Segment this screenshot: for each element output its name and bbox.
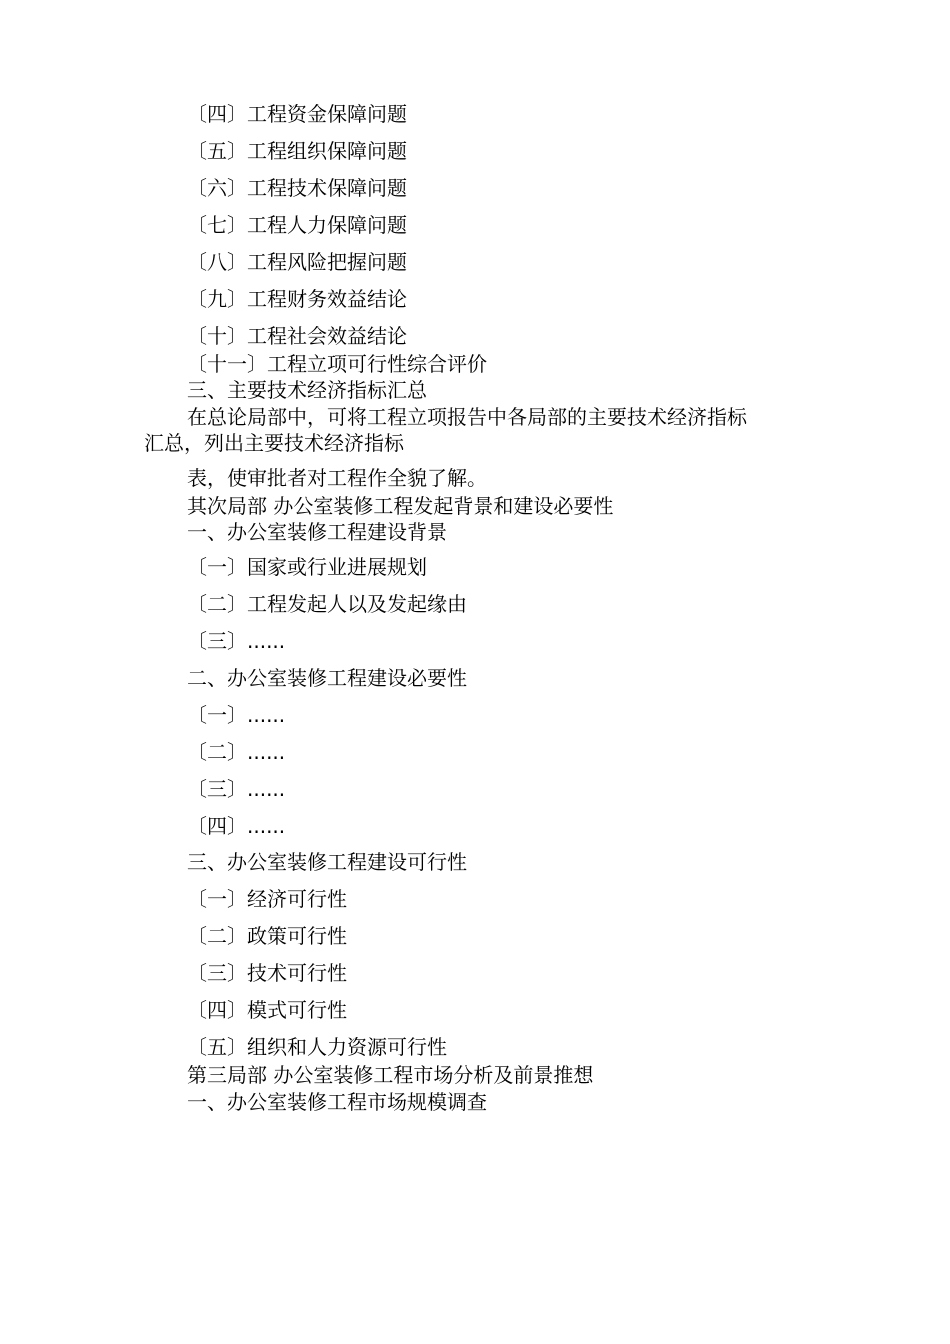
toc-item-8-risk: 〔八〕工程风险把握问题 <box>187 250 407 274</box>
list-item-ellipsis: 〔三〕...... <box>187 777 286 801</box>
paragraph-line-3: 表，使审批者对工程作全貌了解。 <box>187 466 487 490</box>
paragraph-line-1: 在总论局部中，可将工程立项报告中各局部的主要技术经济指标 <box>187 405 747 429</box>
list-item-ellipsis: 〔三〕...... <box>187 629 286 653</box>
list-item-model: 〔四〕模式可行性 <box>187 998 347 1022</box>
toc-item-5-organization: 〔五〕工程组织保障问题 <box>187 139 407 163</box>
list-item-ellipsis: 〔二〕...... <box>187 740 286 764</box>
list-item-policy: 〔二〕政策可行性 <box>187 924 347 948</box>
section-heading-necessity: 二、办公室装修工程建设必要性 <box>187 666 467 690</box>
list-item-technical: 〔三〕技术可行性 <box>187 961 347 985</box>
toc-item-9-financial: 〔九〕工程财务效益结论 <box>187 287 407 311</box>
list-item-ellipsis: 〔四〕...... <box>187 814 286 838</box>
list-item-initiator: 〔二〕工程发起人以及发起缘由 <box>187 592 467 616</box>
toc-item-6-technology: 〔六〕工程技术保障问题 <box>187 176 407 200</box>
part-3-heading: 第三局部 办公室装修工程市场分析及前景推想 <box>187 1063 594 1087</box>
toc-item-4-funding: 〔四〕工程资金保障问题 <box>187 102 407 126</box>
section-heading-feasibility: 三、办公室装修工程建设可行性 <box>187 850 467 874</box>
toc-item-10-social: 〔十〕工程社会效益结论 <box>187 324 407 348</box>
part-2-heading: 其次局部 办公室装修工程发起背景和建设必要性 <box>187 494 614 518</box>
toc-item-11-evaluation: 〔十一〕工程立项可行性综合评价 <box>187 352 487 376</box>
paragraph-line-2: 汇总，列出主要技术经济指标 <box>144 431 404 455</box>
section-heading-indicators: 三、主要技术经济指标汇总 <box>187 378 427 402</box>
list-item-national-plan: 〔一〕国家或行业进展规划 <box>187 555 427 579</box>
section-heading-background: 一、办公室装修工程建设背景 <box>187 520 447 544</box>
list-item-organization-hr: 〔五〕组织和人力资源可行性 <box>187 1035 447 1059</box>
list-item-economic: 〔一〕经济可行性 <box>187 887 347 911</box>
list-item-ellipsis: 〔一〕...... <box>187 703 286 727</box>
toc-item-7-manpower: 〔七〕工程人力保障问题 <box>187 213 407 237</box>
section-heading-market-scale: 一、办公室装修工程市场规模调查 <box>187 1090 487 1114</box>
